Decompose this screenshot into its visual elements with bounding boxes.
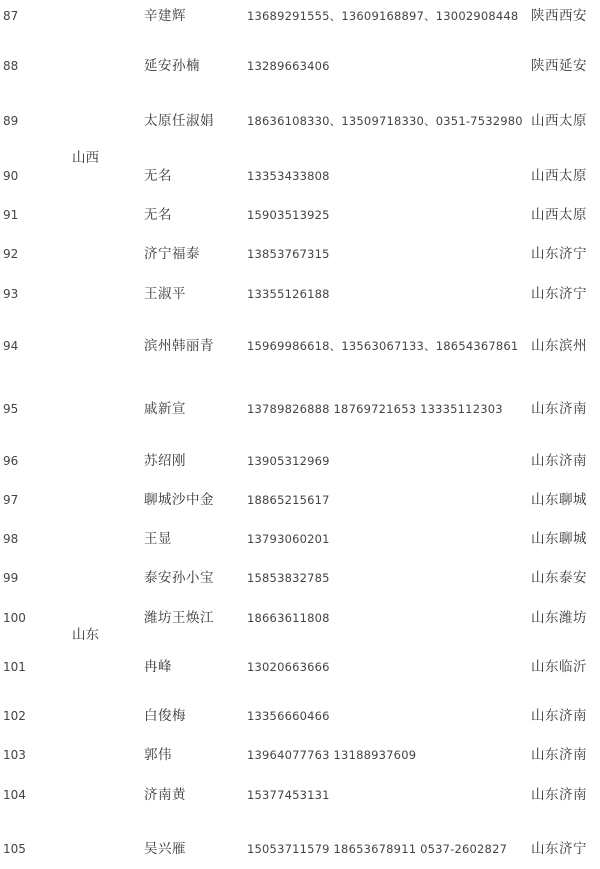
row-number: 96 [3, 454, 19, 468]
contact-name: 郭伟 [144, 747, 172, 763]
contact-location: 山东潍坊 [531, 610, 587, 626]
row-number: 105 [3, 842, 26, 856]
row-number: 89 [3, 114, 19, 128]
contact-location: 陕西西安 [531, 8, 587, 24]
contact-name: 泰安孙小宝 [144, 570, 214, 586]
contact-location: 山东聊城 [531, 492, 587, 508]
contact-name: 王显 [144, 531, 172, 547]
contact-name: 无名 [144, 207, 172, 223]
contact-name: 辛建辉 [144, 8, 186, 24]
contact-name: 延安孙楠 [144, 58, 200, 74]
contact-phones: 15377453131 [247, 788, 330, 802]
contact-location: 山西太原 [531, 207, 587, 223]
contact-name: 潍坊王焕江 [144, 610, 214, 626]
contact-name: 滨州韩丽青 [144, 338, 214, 354]
contact-name: 无名 [144, 168, 172, 184]
contact-name: 吴兴雁 [144, 841, 186, 857]
contact-name: 济宁福泰 [144, 246, 200, 262]
contact-phones: 13964077763 13188937609 [247, 748, 417, 762]
row-number: 94 [3, 339, 19, 353]
contact-phones: 13853767315 [247, 247, 330, 261]
contact-phones: 18663611808 [247, 611, 330, 625]
row-number: 99 [3, 571, 19, 585]
contact-phones: 18865215617 [247, 493, 330, 507]
province-label-shanxi: 山西 [72, 150, 99, 166]
row-number: 102 [3, 709, 26, 723]
row-number: 97 [3, 493, 19, 507]
contact-phones: 15053711579 18653678911 0537-2602827 [247, 842, 508, 856]
contact-phones: 15853832785 [247, 571, 330, 585]
contact-location: 山东济宁 [531, 286, 587, 302]
row-number: 90 [3, 169, 19, 183]
row-number: 88 [3, 59, 19, 73]
row-number: 103 [3, 748, 26, 762]
row-number: 100 [3, 611, 26, 625]
contact-phones: 18636108330、13509718330、0351-7532980 [247, 114, 523, 128]
contact-name: 济南黄 [144, 787, 186, 803]
contact-phones: 13689291555、13609168897、13002908448 [247, 9, 519, 23]
contact-phones: 13789826888 18769721653 13335112303 [247, 402, 503, 416]
contact-name: 太原任淑娟 [144, 113, 214, 129]
contact-location: 山西太原 [531, 168, 587, 184]
contact-phones: 13793060201 [247, 532, 330, 546]
contact-location: 山东聊城 [531, 531, 587, 547]
row-number: 104 [3, 788, 26, 802]
contact-name: 白俊梅 [144, 708, 186, 724]
row-number: 91 [3, 208, 19, 222]
contact-location: 山东临沂 [531, 659, 587, 675]
contact-location: 山东济南 [531, 708, 587, 724]
contact-phones: 13356660466 [247, 709, 330, 723]
contact-phones: 13905312969 [247, 454, 330, 468]
contact-phones: 13020663666 [247, 660, 330, 674]
contact-location: 山东济南 [531, 401, 587, 417]
contact-name: 王淑平 [144, 286, 186, 302]
contact-phones: 13289663406 [247, 59, 330, 73]
row-number: 101 [3, 660, 26, 674]
contact-name: 聊城沙中金 [144, 492, 214, 508]
contact-phones: 13353433808 [247, 169, 330, 183]
row-number: 95 [3, 402, 19, 416]
contact-location: 山东滨州 [531, 338, 587, 354]
row-number: 87 [3, 9, 19, 23]
contact-name: 戚新宣 [144, 401, 186, 417]
contact-phones: 13355126188 [247, 287, 330, 301]
contact-location: 山西太原 [531, 113, 587, 129]
contact-location: 山东济南 [531, 787, 587, 803]
contact-location: 山东济南 [531, 747, 587, 763]
contact-phones: 15969986618、13563067133、18654367861 [247, 339, 519, 353]
row-number: 98 [3, 532, 19, 546]
contact-location: 山东济南 [531, 453, 587, 469]
contact-location: 陕西延安 [531, 58, 587, 74]
contact-location: 山东泰安 [531, 570, 587, 586]
province-label-shandong: 山东 [72, 627, 99, 643]
contact-phones: 15903513925 [247, 208, 330, 222]
contact-location: 山东济宁 [531, 841, 587, 857]
contact-name: 冉峰 [144, 659, 172, 675]
row-number: 92 [3, 247, 19, 261]
contact-location: 山东济宁 [531, 246, 587, 262]
row-number: 93 [3, 287, 19, 301]
contact-name: 苏绍刚 [144, 453, 186, 469]
